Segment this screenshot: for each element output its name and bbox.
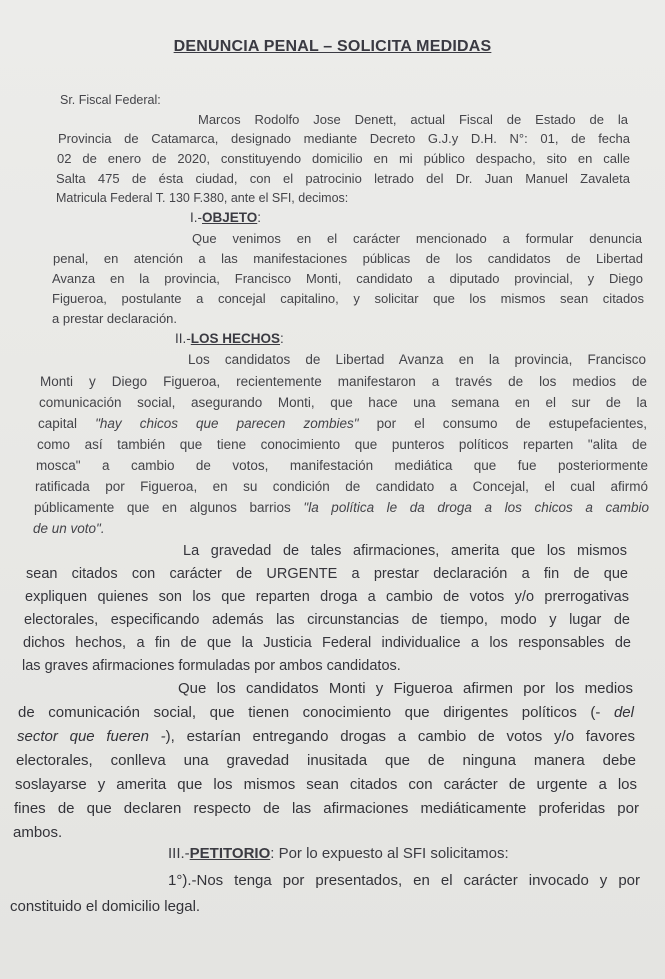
petitorio-title: PETITORIO <box>189 845 271 862</box>
gravedad-line-2: sean citados con carácter de URGENTE a prestar declaración a fin de que <box>26 566 628 582</box>
gravedad-line-4: electorales, especificando además las circunstancias de tiempo, modo y lugar de <box>24 612 630 628</box>
petitorio-number: III.- <box>168 845 190 862</box>
monti-line-1: Que los candidatos Monti y Figueroa afirmen por los medios <box>178 680 633 697</box>
intro-line-5: Matricula Federal T. 130 F.380, ante el SFI, decimos: <box>56 191 349 205</box>
document-title: DENUNCIA PENAL – SOLICITA MEDIDAS <box>173 38 492 55</box>
monti-line-6: fines de que declaren respecto de las afirmaciones mediáticamente proferidas por <box>14 800 639 817</box>
hechos-heading <box>175 331 284 346</box>
objeto-line-5: a prestar declaración. <box>52 311 178 326</box>
hechos-title: LOS HECHOS <box>190 331 281 346</box>
hechos-quote-droga: "la política le da droga a los chicos a cambio <box>303 500 649 515</box>
gravedad-line-6: las graves afirmaciones formuladas por ambos candidatos. <box>22 658 401 674</box>
objeto-colon: : <box>257 210 262 225</box>
objeto-number: I.- <box>190 210 202 225</box>
hechos-line-2: Monti y Diego Figueroa, recientemente manifestaron a través de los medios de <box>40 374 647 389</box>
hechos-line-4: capital "hay chicos que parecen zombies" por el consumo de estupefacientes, <box>38 416 647 431</box>
salutation: Sr. Fiscal Federal: <box>60 93 161 107</box>
gravedad-line-5: dichos hechos, a fin de que la Justicia Federal individualice a los responsables de <box>23 635 631 651</box>
hechos-line-9: de un voto". <box>33 521 105 536</box>
objeto-title: OBJETO <box>202 210 258 225</box>
petitorio-item-1: 1°).-Nos tenga por presentados, en el carácter invocado y por <box>168 872 640 889</box>
monti-line-4: electorales, conlleva una gravedad inusitada que de ninguna manera debe <box>16 752 636 769</box>
objeto-line-4: Figueroa, postulante a concejal capitalino, y solicitar que los mismos sean citados <box>52 291 644 306</box>
petitorio-tail: : Por lo expuesto al SFI solicitamos: <box>270 845 509 862</box>
hechos-line-5: como así también que tiene conocimiento que punteros políticos reparten "alita de <box>37 437 647 452</box>
petitorio-item-1-cont: constituido el domicilio legal. <box>10 898 201 915</box>
objeto-heading <box>190 210 261 225</box>
monti-line-5: soslayarse y amerita que los mismos sean citados con carácter de urgente a los <box>15 776 637 793</box>
monti-line-2: de comunicación social, que tienen conocimiento que dirigentes políticos (- del <box>18 704 634 721</box>
hechos-line-6: mosca" a cambio de votos, manifestación mediática que fue posteriormente <box>36 458 648 473</box>
petitorio-heading <box>168 845 509 862</box>
intro-line-3: 02 de enero de 2020, constituyendo domicilio en mi público despacho, sito en calle <box>57 151 630 166</box>
gravedad-line-1: La gravedad de tales afirmaciones, amerita que los mismos <box>183 543 627 559</box>
hechos-number: II.- <box>175 331 191 346</box>
hechos-line-3: comunicación social, asegurando Monti, que hace una semana en el sur de la <box>39 395 647 410</box>
hechos-line-7: ratificada por Figueroa, en su condición de candidato a Concejal, el cual afirmó <box>35 479 648 494</box>
intro-line-1: Marcos Rodolfo Jose Denett, actual Fiscal de Estado de la <box>198 112 628 127</box>
objeto-line-2: penal, en atención a las manifestaciones públicas de los candidatos de Libertad <box>53 251 643 266</box>
hechos-line-1: Los candidatos de Libertad Avanza en la provincia, Francisco <box>188 352 646 367</box>
intro-line-4: Salta 475 de ésta ciudad, con el patrocinio letrado del Dr. Juan Manuel Zavaleta <box>56 171 630 186</box>
monti-line-3: sector que fueren -), estarían entregando drogas a cambio de votos y/o favores <box>17 728 636 745</box>
hechos-quote-zombies: "hay chicos que parecen zombies" <box>95 416 359 431</box>
hechos-line-8: públicamente que en algunos barrios "la política le da droga a los chicos a cambio <box>34 500 649 515</box>
monti-line-7: ambos. <box>13 824 63 841</box>
gravedad-line-3: expliquen quienes son los que reparten droga a cambio de votos y/o prerrogativas <box>25 589 629 605</box>
intro-line-2: Provincia de Catamarca, designado mediante Decreto G.J.y D.H. N°: 01, de fecha <box>58 131 630 146</box>
objeto-line-3: Avanza en la provincia, Francisco Monti, candidato a diputado provincial, y Diego <box>52 271 643 286</box>
hechos-colon: : <box>280 331 284 346</box>
objeto-line-1: Que venimos en el carácter mencionado a formular denuncia <box>192 231 642 246</box>
